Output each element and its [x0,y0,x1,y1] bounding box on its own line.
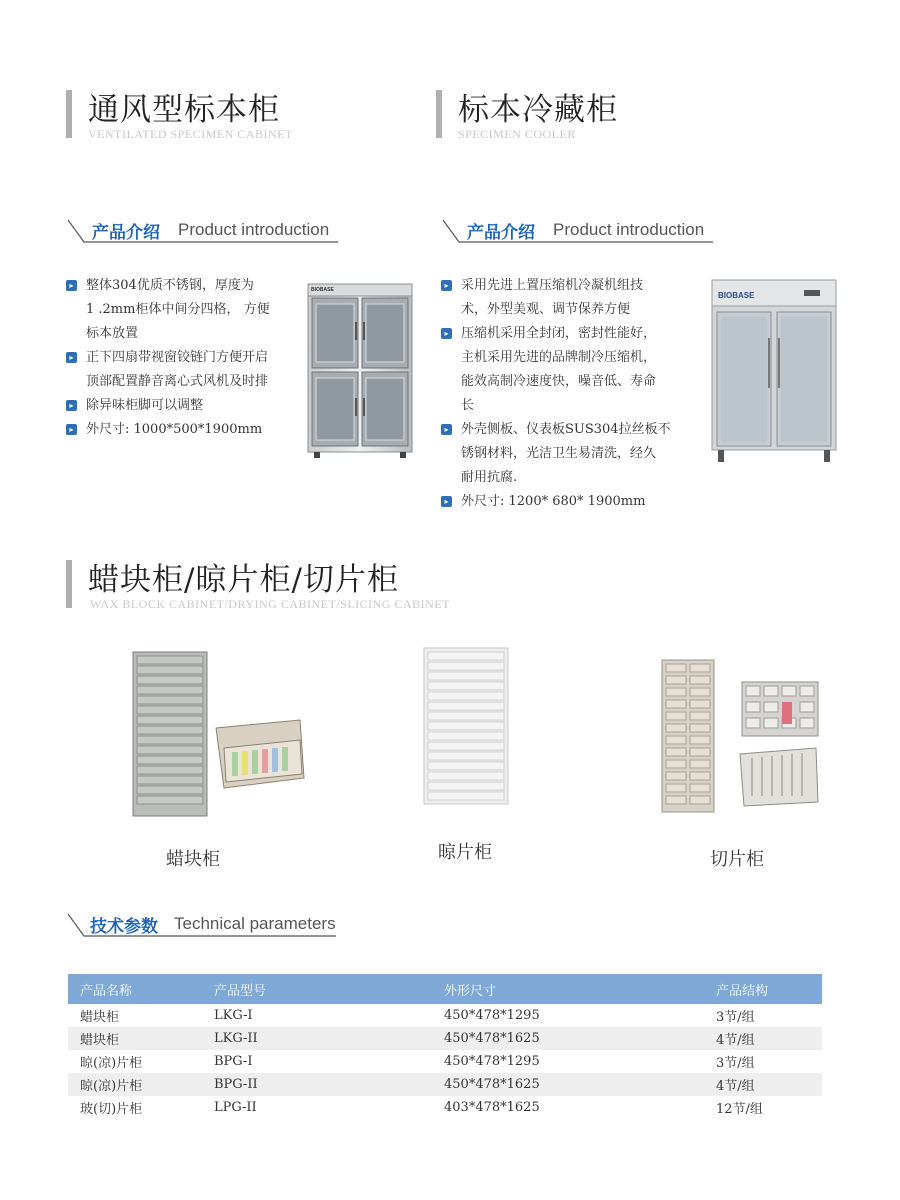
feature-item [66,274,298,346]
feature-item [441,274,703,322]
table-row [68,1050,822,1073]
ventilated-cabinet-image [306,282,414,460]
feature-line: 标本放置 [86,326,139,341]
specimen-cooler-image [708,278,840,464]
specimen-cooler-subtitle: SPECIMEN COOLER [458,127,576,141]
bullet-arrow-icon: ▸ [66,424,77,435]
cell-structure: 4节/组 [704,1027,822,1050]
table-header-row [68,974,822,1004]
table-row [68,1004,822,1027]
cell-structure: 3节/组 [704,1004,822,1027]
feature-line: 术，外型美观、调节保养方便 [461,302,631,317]
feature-item [441,322,703,418]
feature-item [441,490,703,514]
cell-structure: 4节/组 [704,1073,822,1096]
cell-model: LPG-II [202,1096,432,1119]
feature-line: 采用先进上置压缩机冷凝机组技 [461,278,644,293]
feature-line: 主机采用先进的品牌制冷压缩机， [461,350,657,365]
cell-name: 蜡块柜 [68,1027,202,1050]
feature-line: 正下四扇带视窗铰链门方便开启 [86,350,269,365]
intro-heading-en: Product introduction [178,220,330,239]
bullet-arrow-icon: ▸ [441,496,452,507]
tech-params-table [68,974,822,1119]
bullet-arrow-icon: ▸ [441,424,452,435]
cell-name: 晾(凉)片柜 [68,1073,202,1096]
cell-dimensions: 450*478*1625 [432,1027,704,1050]
feature-line: 锈钢材料，光洁卫生易清洗，经久 [461,446,657,461]
feature-item [66,418,298,442]
feature-line: 整体304优质不锈钢，厚度为 [86,278,254,293]
feature-line: 外壳侧板、仪表板SUS304拉丝板不 [461,422,671,437]
feature-item [441,418,703,490]
cooler-brand-label: BIOBASE [718,291,755,300]
cell-model: LKG-I [202,1004,432,1027]
cell-dimensions: 450*478*1625 [432,1073,704,1096]
section-bar-wax [66,560,72,608]
table-row [68,1073,822,1096]
cell-model: BPG-II [202,1073,432,1096]
bullet-arrow-icon: ▸ [441,280,452,291]
feature-item [66,394,298,418]
tech-heading [66,912,366,942]
intro-heading-cn: 产品介绍 [467,223,535,243]
cell-dimensions: 450*478*1295 [432,1004,704,1027]
cell-dimensions: 403*478*1625 [432,1096,704,1119]
feature-line: 顶部配置静音离心式风机及时排 [86,374,269,389]
drying-cabinet-caption: 晾片柜 [438,842,492,863]
feature-line: 耐用抗腐. [461,470,518,485]
specimen-cooler-features [441,274,703,514]
table-row [68,1027,822,1050]
cell-dimensions: 450*478*1295 [432,1050,704,1073]
feature-line: 外尺寸: 1000*500*1900mm [86,422,263,437]
wax-block-cabinet-title: 蜡块柜/晾片柜/切片柜 [88,562,399,598]
feature-line: 压缩机采用全封闭，密封性能好， [461,326,657,341]
feature-line: 1 .2mm柜体中间分四格， 方便 [86,302,270,317]
cell-name: 蜡块柜 [68,1004,202,1027]
cell-structure: 3节/组 [704,1050,822,1073]
tech-heading-en: Technical parameters [174,914,336,933]
slicing-cabinet-image [656,656,822,816]
specimen-cooler-title: 标本冷藏柜 [458,92,618,128]
cabinet-brand-label: BIOBASE [311,287,334,293]
header-structure: 产品结构 [704,974,822,1004]
section-bar-right [436,90,442,138]
bullet-arrow-icon: ▸ [66,280,77,291]
wax-block-cabinet-image [128,648,310,824]
intro-heading-cn: 产品介绍 [92,223,160,243]
bullet-arrow-icon: ▸ [66,352,77,363]
feature-line: 除异味柜脚可以调整 [86,398,204,413]
section-bar-left [66,90,72,138]
cell-model: LKG-II [202,1027,432,1050]
ventilated-cabinet-subtitle: VENTILATED SPECIMEN CABINET [88,127,293,141]
header-model: 产品型号 [202,974,432,1004]
feature-line: 长 [461,398,475,413]
bullet-arrow-icon: ▸ [66,400,77,411]
drying-cabinet-image [420,646,512,810]
wax-block-cabinet-caption: 蜡块柜 [166,849,220,870]
ventilated-cabinet-features [66,274,298,442]
cell-name: 晾(凉)片柜 [68,1050,202,1073]
cell-structure: 12节/组 [704,1096,822,1119]
intro-heading-en: Product introduction [553,220,705,239]
slicing-cabinet-caption: 切片柜 [710,849,764,870]
tech-heading-cn: 技术参数 [90,917,158,937]
feature-line: 能效高制冷速度快，噪音低、寿命 [461,374,657,389]
bullet-arrow-icon: ▸ [441,328,452,339]
feature-item [66,346,298,394]
wax-block-cabinet-subtitle: WAX BLOCK CABINET/DRYING CABINET/SLICING CABINET [90,597,450,611]
intro-heading-right [441,218,741,248]
header-dimensions: 外形尺寸 [432,974,704,1004]
feature-line: 外尺寸: 1200* 680* 1900mm [461,494,646,509]
cell-name: 玻(切)片柜 [68,1096,202,1119]
cell-model: BPG-I [202,1050,432,1073]
intro-heading-left [66,218,366,248]
header-product-name: 产品名称 [68,974,202,1004]
ventilated-cabinet-title: 通风型标本柜 [88,92,280,128]
table-row [68,1096,822,1119]
